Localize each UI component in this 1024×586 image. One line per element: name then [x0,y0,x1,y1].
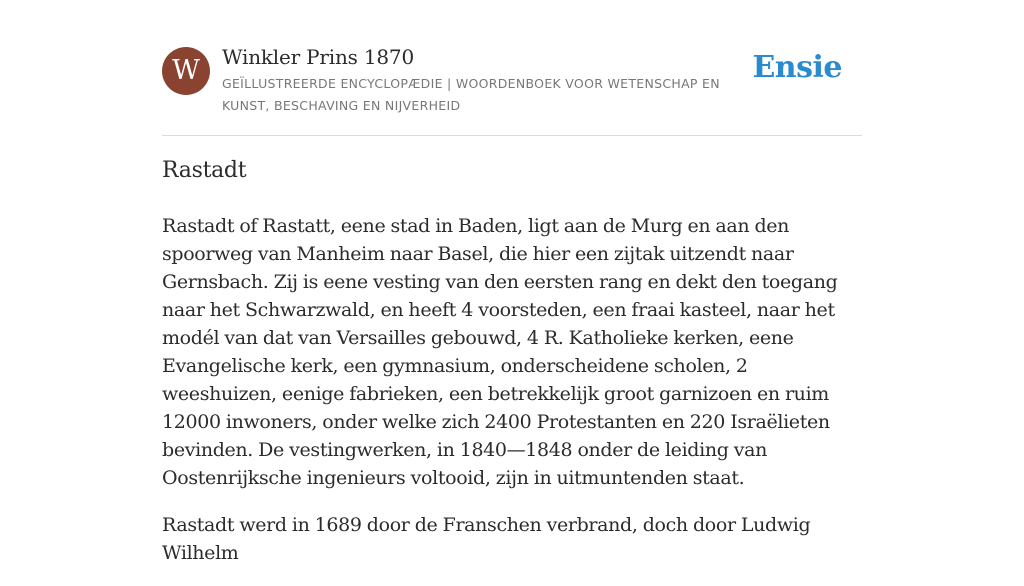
source-avatar[interactable]: W [162,47,210,95]
source-title[interactable]: Winkler Prins 1870 [222,45,414,69]
article-paragraph: Rastadt werd in 1689 door de Franschen verbrand, doch door Ludwig Wilhelm [162,514,811,564]
page-container [162,0,862,564]
article-paragraph: Rastadt of Rastatt, eene stad in Baden, ligt aan de Murg en aan den spoorweg van Manheim naar Basel, die hier een zijtak uitzendt naar Gernsbach. Zij is eene vesting van den eersten rang en dekt den toegang naar het Schwarzwald, en heeft 4 voorsteden, een fraai kasteel, naar het modél van dat van Versailles gebouwd, 4 R. Katholieke kerken, eene Evangelische kerk, een gymnasium, onderscheidene scholen, 2 weeshuizen, eenige fabrieken, een betrekkelijk groot garnizoen en ruim 12000 inwoners, onder welke zich 2400 Protestanten en 220 Israëlieten bevinden. De vestingwerken, in 1840—1848 onder de leiding van Oostenrijksche ingenieurs voltooid, zijn in uitmuntenden staat. [162,215,838,489]
article-title: Rastadt [162,158,247,183]
source-subtitle: GEÏLLUSTREERDE ENCYCLOPÆDIE | WOORDENBOEK VOOR WETENSCHAP EN KUNST, BESCHAVING EN NIJVERHEID [222,76,720,113]
source-header [162,0,862,136]
article-body [162,212,862,586]
ensie-logo-link[interactable]: Ensie [752,50,842,85]
